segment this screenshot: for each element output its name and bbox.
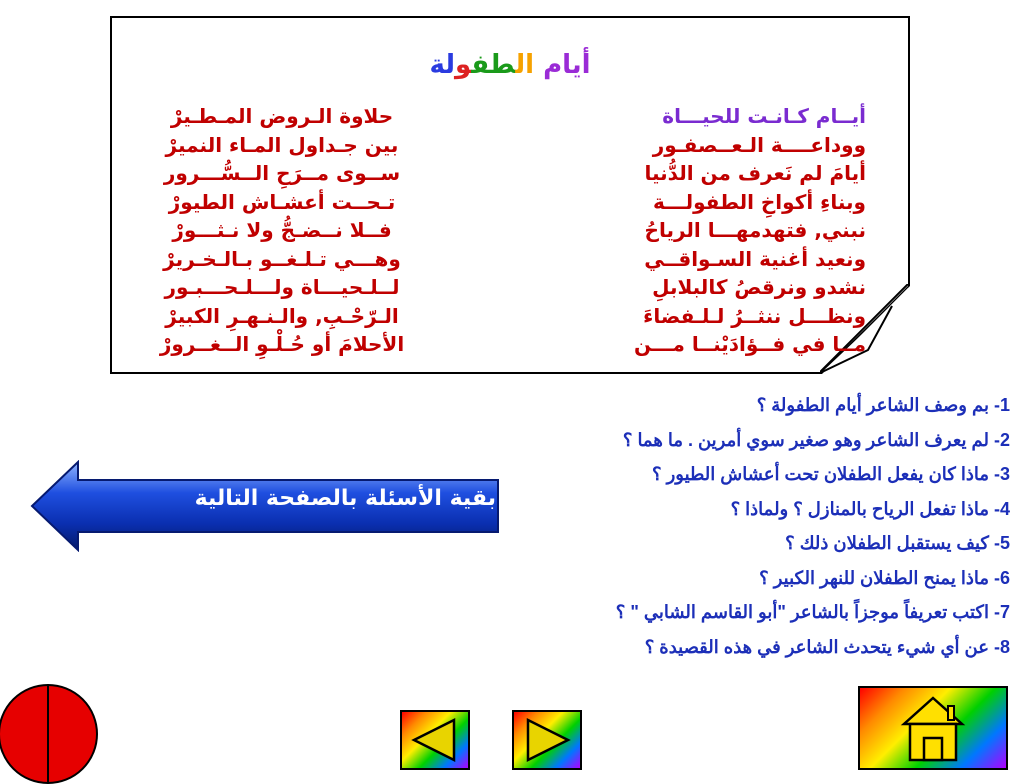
home-icon [860, 688, 1006, 768]
question-item: 1- بم وصف الشاعر أيام الطفولة ؟ [756, 395, 1010, 415]
poem-title-part: طف [471, 50, 516, 80]
red-circle-button[interactable] [0, 684, 98, 784]
poem-line: ونعيد أغنية السـواقــي [644, 246, 866, 271]
triangle-left-icon [402, 712, 468, 768]
question-item: 5- كيف يستقبل الطفلان ذلك ؟ [785, 533, 1010, 553]
poem-title-part: لة [429, 50, 455, 80]
question-item: 8- عن أي شيء يتحدث الشاعر في هذه القصيدة ؟ [644, 636, 1010, 657]
next-questions-label: بقية الأسئلة بالصفحة التالية [194, 486, 496, 511]
poem-line: حلاوة الـروض المـطـيرْ [170, 104, 394, 128]
question-item: 4- ماذا تفعل الرياح بالمنازل ؟ ولماذا ؟ [730, 498, 1010, 519]
poem-line: فــلا نــضـجُّ ولا نـثـــورْ [172, 218, 392, 242]
question-item: 3- ماذا كان يفعل الطفلان تحت أعشاش الطيور ؟ [652, 464, 1010, 484]
poem-title [112, 50, 908, 80]
home-button[interactable] [858, 686, 1008, 770]
poem-line: الأحلامَ أو حُـلْـوِ الــغــرورْ [159, 332, 405, 356]
poem-line: مــا في فــؤادَيْنــا مـــن [634, 332, 866, 356]
poem-line: وهـــي تـلـغــو بـالـخـريرْ [163, 246, 401, 271]
poem-title-part: أيام [534, 50, 591, 80]
poem-line: ووداعــــة الـعــصفـور [652, 132, 866, 157]
poem-right-column [536, 102, 866, 359]
poem-line: تـحــت أعشـاش الطيورْ [168, 189, 396, 214]
question-item: 7- اكتب تعريفاً موجزاً بالشاعر "أبو القاسم الشابي " ؟ [615, 602, 1010, 622]
poem-line: وبناءِ أكواخِ الطفولـــة [653, 189, 866, 214]
question-item: 6- ماذا يمنح الطفلان للنهر الكبير ؟ [759, 567, 1010, 588]
poem-line: لــلـحيـــاة ولـــلـحـــبـور [164, 275, 400, 299]
poem-card [110, 16, 910, 374]
poem-line: الـرّحْـبِ, والـنـهـرِ الكبيرْ [165, 303, 399, 328]
poem-title-part: و [454, 50, 472, 80]
previous-slide-button[interactable] [400, 710, 470, 770]
poem-line: ســوى مــرَحِ الــسُّـــرور [163, 161, 401, 185]
poem-title-part: ال [515, 50, 535, 80]
poem-line: نبني, فتهدمهـــا الرياحُ [644, 218, 866, 242]
question-item: 2- لم يعرف الشاعر وهو صغير سوي أمرين . ما هما ؟ [622, 429, 1010, 450]
triangle-right-icon [514, 712, 580, 768]
poem-line: ونظـــل ننثــرُ لـلـفضاءَ [643, 303, 866, 328]
next-questions-arrow-button[interactable] [30, 460, 500, 552]
poem-line: بين جـداول المـاء النميرْ [165, 132, 399, 157]
poem-line: أيــام كـانـت للحيـــاة [662, 104, 866, 128]
next-slide-button[interactable] [512, 710, 582, 770]
poem-left-column [122, 102, 442, 359]
poem-line: نشدو ونرقصُ كالبلابلِ [652, 275, 866, 299]
poem-line: أيامَ لم نَعرف من الدُّنيا [644, 161, 866, 185]
